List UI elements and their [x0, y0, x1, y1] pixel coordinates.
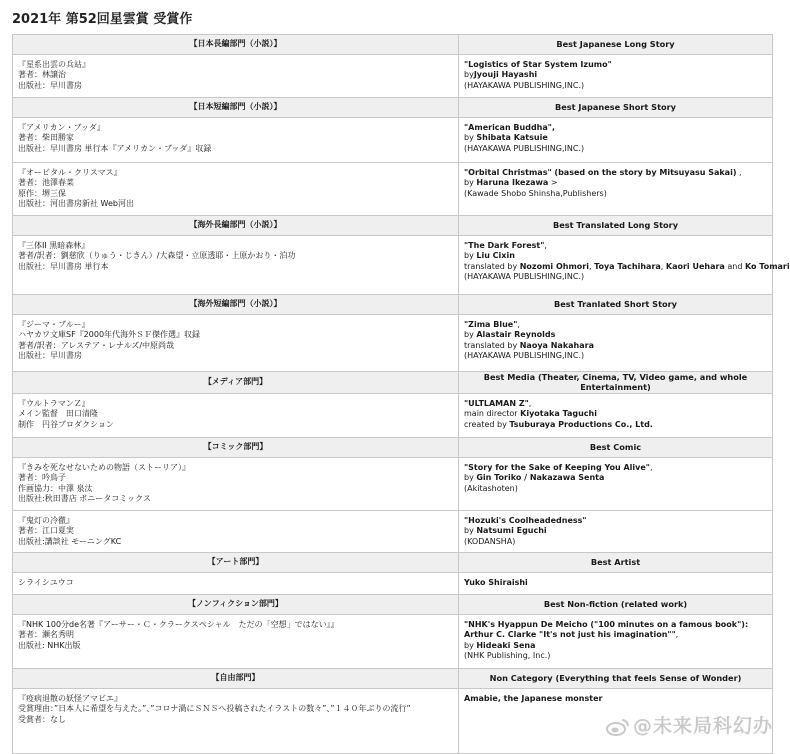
jp-line: 著者：江口夏実 — [18, 526, 74, 536]
watermark-text: @未来局科幻办 — [632, 715, 773, 737]
en-title-line — [464, 320, 767, 330]
category-en-header: Best Artist — [459, 552, 773, 572]
award-entry-row — [13, 163, 773, 216]
title-punct: , — [544, 241, 547, 250]
credit-text: by — [464, 133, 477, 143]
jp-line: 『三体II 黒暗森林』 — [18, 241, 90, 250]
award-entry-row — [13, 55, 773, 98]
en-credit-line — [464, 351, 767, 361]
credit-text: by — [464, 473, 477, 483]
jp-line: 『オービタル・クリスマス』 — [18, 168, 122, 177]
credit-text: by — [464, 526, 477, 536]
work-title: "Zima Blue" — [464, 320, 518, 329]
credit-text: created by — [464, 419, 510, 429]
award-entry-row — [13, 118, 773, 163]
category-header-row — [13, 552, 773, 572]
jp-line: メイン監督 田口清隆 — [18, 409, 98, 419]
en-credit-line — [464, 641, 767, 651]
credit-name: Nozomi Ohmori — [519, 261, 589, 271]
entry-en-cell — [459, 510, 773, 552]
en-credit-line — [464, 484, 767, 494]
en-credit-line — [464, 537, 767, 547]
credit-name: Haruna Ikezawa — [476, 178, 549, 188]
en-title-line — [464, 60, 767, 70]
award-entry-row — [13, 315, 773, 372]
entry-jp-cell — [13, 393, 459, 437]
credit-text: (Akitashoten) — [464, 483, 518, 493]
entry-en-cell — [459, 315, 773, 372]
award-entry-row — [13, 572, 773, 594]
credit-name: Arthur C. Clarke "It's not just his imagination"" — [464, 630, 676, 640]
en-title-line — [464, 620, 767, 630]
category-en-header: Best Japanese Long Story — [459, 35, 773, 55]
credit-name: Liu Cixin — [476, 251, 515, 261]
awards-table — [12, 34, 790, 754]
credit-text: (KODANSHA) — [464, 536, 516, 546]
category-jp-header: 【自由部門】 — [13, 668, 459, 688]
category-header-row — [13, 437, 773, 457]
entry-jp-cell — [13, 688, 459, 753]
watermark — [606, 711, 773, 738]
entry-en-cell — [459, 118, 773, 163]
entry-jp-cell — [13, 510, 459, 552]
work-title: "NHK's Hyappun De Meicho ("100 minutes on a famous book"): — [464, 619, 749, 629]
en-title-line — [464, 123, 767, 133]
jp-line: 著者：林譲治 — [18, 70, 66, 80]
credit-name: Tsuburaya Productions Co., Ltd. — [509, 419, 653, 429]
en-credit-line — [464, 526, 767, 536]
jp-line: 『鬼灯の冷徹』 — [18, 515, 74, 525]
jp-line: シライシユウコ — [18, 577, 74, 587]
award-entry-row — [13, 393, 773, 437]
weibo-logo-icon — [606, 718, 630, 736]
entry-jp-cell — [13, 572, 459, 594]
jp-line: 出版社：早川書房 — [18, 351, 82, 361]
jp-line: 『ジーマ・ブルー』 — [18, 320, 90, 329]
jp-line: 出版社：早川書房 単行本 — [18, 261, 109, 271]
category-en-header: Best Comic — [459, 437, 773, 457]
jp-line: 著者：吟鳥子 — [18, 473, 66, 483]
entry-jp-cell — [13, 614, 459, 668]
credit-text: translated by — [464, 340, 520, 350]
entry-en-cell — [459, 393, 773, 437]
credit-text: , — [675, 630, 679, 640]
page-title: 2021年 第52回星雲賞 受賞作 — [12, 12, 193, 27]
jp-line: 原作：堺三保 — [18, 188, 66, 198]
credit-text: (HAYAKAWA PUBLISHING,INC.) — [464, 351, 585, 361]
en-credit-line — [464, 473, 767, 483]
credit-text: (HAYAKAWA PUBLISHING,INC.) — [464, 143, 585, 153]
entry-en-cell — [459, 457, 773, 510]
jp-line: 出版社：早川書房 — [18, 80, 82, 90]
credit-text: by — [464, 330, 477, 340]
category-jp-header: 【ノンフィクション部門】 — [13, 594, 459, 614]
work-title: "Logistics of Star System Izumo" — [464, 60, 612, 69]
entry-jp-cell — [13, 118, 459, 163]
entry-jp-cell — [13, 315, 459, 372]
work-title: "The Dark Forest" — [464, 241, 545, 250]
category-header-row — [13, 98, 773, 118]
credit-name: Gin Toriko / Nakazawa Senta — [476, 473, 605, 483]
category-header-row — [13, 668, 773, 688]
credit-name: Shibata Katsuie — [476, 133, 548, 143]
jp-line: 作画協力：中澤 泉汰 — [18, 483, 93, 493]
credit-name: Ko Tomari — [744, 261, 790, 271]
jp-line: 出版社: NHK出版 — [18, 640, 81, 650]
entry-jp-cell — [13, 236, 459, 295]
credit-name: Alastair Reynolds — [476, 330, 556, 340]
en-title-line — [464, 578, 767, 588]
title-punct: , — [528, 398, 532, 408]
jp-line: 出版社:秋田書店 ボニータコミックス — [18, 494, 151, 504]
jp-line: 『アメリカン・ブッダ』 — [18, 123, 105, 132]
entry-en-cell — [459, 614, 773, 668]
category-jp-header: 【日本短編部門（小説）】 — [13, 98, 459, 118]
category-en-header: Best Non-fiction (related work) — [459, 594, 773, 614]
jp-line: 著者：柴田勝家 — [18, 133, 74, 143]
entry-en-cell — [459, 236, 790, 295]
credit-name: Kaori Uehara — [665, 261, 725, 271]
jp-line: 『疫病退散の妖怪アマビエ』 — [18, 693, 122, 703]
credit-name: Naoya Nakahara — [519, 340, 594, 350]
category-en-header: Non Category (Everything that feels Sense of Wonder) — [459, 668, 773, 688]
en-credit-line — [464, 630, 767, 640]
category-jp-header: 【日本長編部門（小説）】 — [13, 35, 459, 55]
en-credit-line — [464, 420, 767, 430]
work-title: "Hozuki's Coolheadedness" — [464, 515, 587, 525]
en-credit-line — [464, 81, 767, 91]
en-credit-line — [464, 251, 767, 261]
category-en-header: Best Japanese Short Story — [459, 98, 773, 118]
credit-text: (HAYAKAWA PUBLISHING,INC.) — [464, 80, 585, 90]
category-en-header: Best Translated Long Story — [459, 216, 773, 236]
award-entry-row — [13, 457, 773, 510]
entry-jp-cell — [13, 457, 459, 510]
credit-text: translated by — [464, 261, 520, 271]
jp-line: 『きみを死なせないための物語（ストーリア）』 — [18, 462, 190, 472]
work-title: "American Buddha", — [464, 123, 555, 132]
en-title-line — [464, 241, 767, 251]
credit-text: , — [588, 261, 595, 271]
en-title-line — [464, 168, 767, 178]
entry-en-cell — [459, 55, 773, 98]
jp-line: 出版社：早川書房 単行本『アメリカン・ブッダ』収録 — [18, 143, 212, 153]
en-credit-line — [464, 261, 790, 272]
credit-text: by — [464, 640, 477, 650]
award-entry-row — [13, 236, 773, 295]
category-jp-header: 【アート部門】 — [13, 552, 459, 572]
category-en-header: Best Media (Theater, Cinema, TV, Video game, and whole Entertainment) — [459, 372, 773, 394]
jp-line: 『星系出雲の兵站』 — [18, 60, 90, 69]
jp-line: 著者/訳者：劉慈欣（りゅう・じきん）/大森望・立原透耶・上原かおり・泊功 — [18, 251, 296, 261]
jp-line: 著者：池澤春菜 — [18, 178, 74, 188]
en-title-line — [464, 463, 767, 473]
jp-line: ハヤカワ文庫SF『2000年代海外ＳＦ傑作選』収録 — [18, 330, 201, 340]
entry-en-cell — [459, 572, 773, 594]
en-credit-line — [464, 330, 767, 340]
credit-name: Toya Tachihara — [594, 261, 661, 271]
category-en-header: Best Tranlated Short Story — [459, 295, 773, 315]
entry-jp-cell — [13, 55, 459, 98]
credit-text: (Kawade Shobo Shinsha,Publishers) — [464, 188, 607, 198]
category-jp-header: 【メディア部門】 — [13, 372, 459, 394]
credit-text: by — [464, 178, 477, 188]
jp-line: 出版社：河出書房新社 Web河出 — [18, 199, 134, 209]
credit-name: Natsumi Eguchi — [476, 526, 547, 536]
credit-text: and — [724, 261, 745, 271]
jp-line: 受賞者：なし — [18, 714, 66, 724]
category-header-row — [13, 594, 773, 614]
award-entry-row — [13, 614, 773, 668]
entry-en-cell — [459, 163, 773, 216]
jp-line: 『ウルトラマンＺ』 — [18, 398, 90, 408]
category-header-row — [13, 216, 773, 236]
title-punct: , — [649, 462, 653, 472]
en-credit-line — [464, 272, 767, 282]
work-title: "Story for the Sake of Keeping You Alive" — [464, 462, 650, 472]
credit-name: Hideaki Sena — [476, 640, 536, 650]
work-title: "ULTLAMAN Z" — [464, 398, 529, 408]
work-title: Amabie, the Japanese monster — [464, 693, 603, 703]
category-jp-header: 【コミック部門】 — [13, 437, 459, 457]
jp-line: 著者：瀬名秀明 — [18, 630, 74, 640]
credit-name: Jyouji Hayashi — [473, 70, 538, 80]
en-credit-line — [464, 189, 767, 199]
work-title: "Orbital Christmas" (based on the story by Mitsuyasu Sakai) — [464, 168, 737, 177]
credit-text: by — [464, 251, 477, 261]
jp-line: 受賞理由：”日本人に希望を与えた。”、”コロナ渦にＳＮＳへ投稿されたイラストの数々”、”１４０年ぶりの流行” — [18, 704, 411, 714]
work-title: Yuko Shiraishi — [464, 577, 528, 587]
title-punct: , — [517, 320, 520, 329]
en-credit-line — [464, 133, 767, 143]
en-credit-line — [464, 651, 767, 661]
category-header-row — [13, 372, 773, 394]
jp-line: 『NHK 100分de名著『アーサー・Ｃ・クラークスペシャル ただの「空想」ではない』』 — [18, 619, 339, 629]
credit-text: , — [660, 261, 666, 271]
title-punct: , — [736, 168, 742, 177]
jp-line: 著者/訳者：アレステア・レナルズ/中原尚哉 — [18, 340, 175, 350]
en-credit-line — [464, 341, 767, 351]
jp-line: 出版社:講談社 モーニングKC — [18, 536, 122, 546]
en-title-line — [464, 399, 767, 409]
credit-text: > — [548, 178, 558, 188]
entry-jp-cell — [13, 163, 459, 216]
en-credit-line — [464, 70, 767, 80]
category-header-row — [13, 295, 773, 315]
category-jp-header: 【海外短編部門（小説）】 — [13, 295, 459, 315]
credit-text: by — [464, 70, 474, 80]
en-title-line — [464, 516, 767, 526]
credit-text: main director — [464, 409, 521, 419]
category-jp-header: 【海外長編部門（小説）】 — [13, 216, 459, 236]
credit-text: (HAYAKAWA PUBLISHING,INC.) — [464, 272, 585, 282]
en-credit-line — [464, 178, 767, 188]
award-entry-row — [13, 510, 773, 552]
credit-name: Kiyotaka Taguchi — [520, 409, 597, 419]
category-header-row — [13, 35, 773, 55]
en-title-line — [464, 694, 767, 704]
en-credit-line — [464, 409, 767, 419]
jp-line: 制作 円谷プロダクション — [18, 419, 114, 429]
en-credit-line — [464, 144, 767, 154]
credit-text: (NHK Publishing, Inc.) — [464, 651, 551, 661]
